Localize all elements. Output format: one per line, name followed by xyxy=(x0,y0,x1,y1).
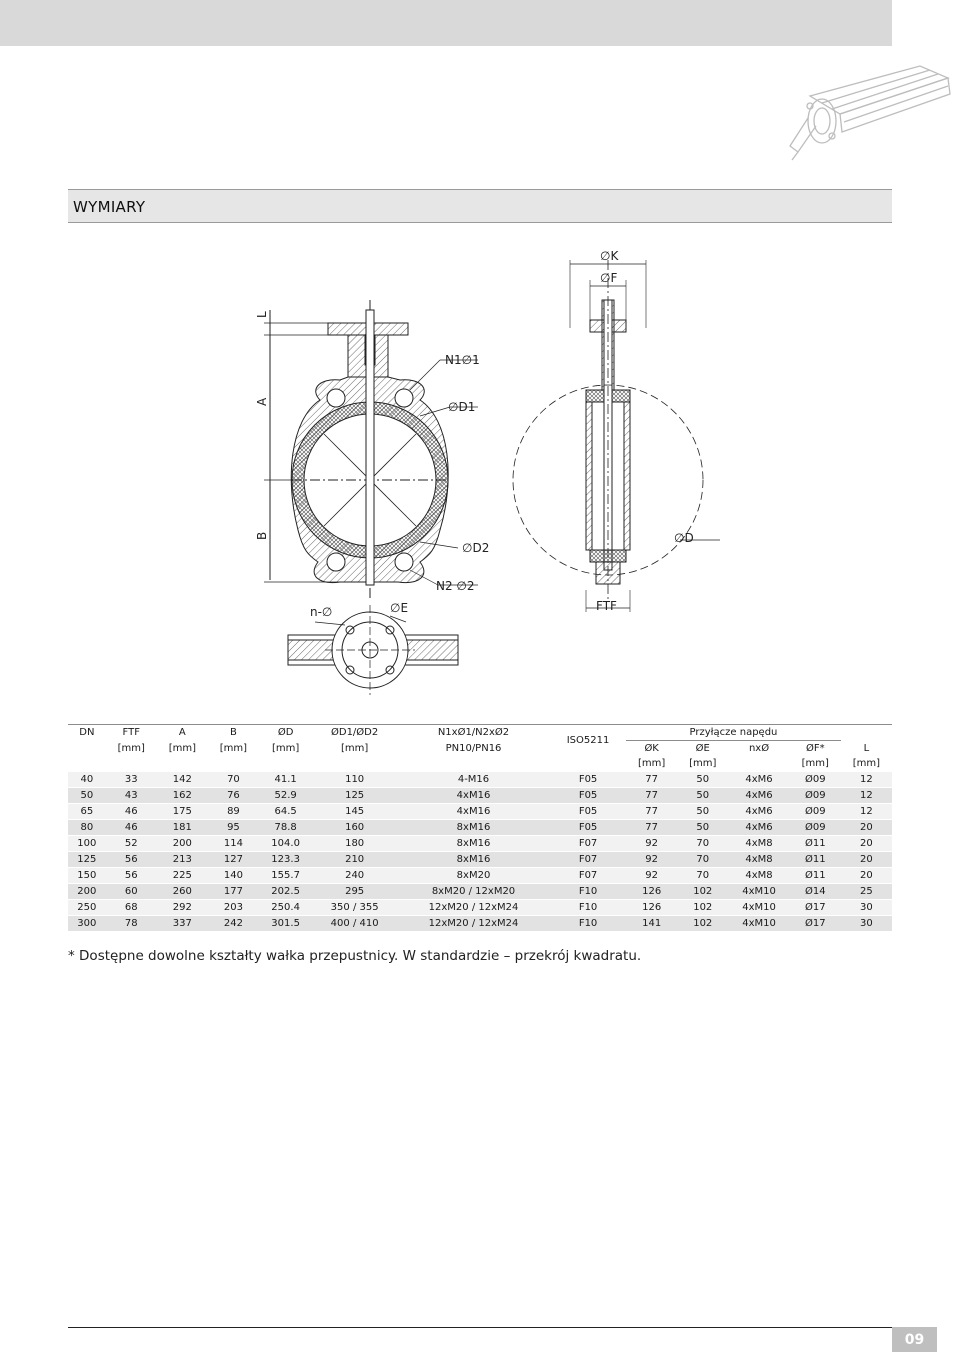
table-cell: 4xM6 xyxy=(728,772,789,788)
table-cell: 50 xyxy=(677,788,728,804)
table-row xyxy=(68,916,892,932)
table-cell: 4xM6 xyxy=(728,788,789,804)
table-cell: 110 xyxy=(312,772,397,788)
table-cell: F10 xyxy=(550,916,626,932)
table-cell: 125 xyxy=(312,788,397,804)
table-cell: 46 xyxy=(106,820,157,836)
table-cell: 64.5 xyxy=(259,804,312,820)
section-header xyxy=(68,189,892,223)
table-cell: F07 xyxy=(550,852,626,868)
table-cell: 4xM6 xyxy=(728,820,789,836)
table-cell: Ø11 xyxy=(790,852,841,868)
table-cell: 52.9 xyxy=(259,788,312,804)
th-ftf: FTF xyxy=(106,725,157,741)
table-cell: 350 / 355 xyxy=(312,900,397,916)
table-cell: 300 xyxy=(68,916,106,932)
label-n2: N2 ∅2 xyxy=(436,579,475,593)
table-row xyxy=(68,772,892,788)
table-cell: Ø11 xyxy=(790,836,841,852)
table-cell: 70 xyxy=(208,772,259,788)
table-cell: 177 xyxy=(208,884,259,900)
table-cell: 4xM10 xyxy=(728,916,789,932)
table-cell: 92 xyxy=(626,852,677,868)
table-cell: 114 xyxy=(208,836,259,852)
table-cell: 181 xyxy=(157,820,208,836)
table-cell: 50 xyxy=(677,772,728,788)
table-cell: 8xM16 xyxy=(397,852,550,868)
label-n1: N1∅1 xyxy=(445,353,480,367)
table-cell: 46 xyxy=(106,804,157,820)
table-cell: 240 xyxy=(312,868,397,884)
actuator-illustration xyxy=(770,56,955,166)
table-cell: 25 xyxy=(841,884,892,900)
table-cell: Ø14 xyxy=(790,884,841,900)
label-a: A xyxy=(255,397,269,406)
table-cell: 78.8 xyxy=(259,820,312,836)
table-row xyxy=(68,788,892,804)
valve-technical-drawing xyxy=(240,240,740,695)
table-cell: 4xM10 xyxy=(728,884,789,900)
table-cell: 4xM8 xyxy=(728,868,789,884)
table-cell: 77 xyxy=(626,772,677,788)
table-cell: 89 xyxy=(208,804,259,820)
table-cell: 12 xyxy=(841,772,892,788)
table-cell: 65 xyxy=(68,804,106,820)
table-cell: 12xM20 / 12xM24 xyxy=(397,900,550,916)
table-cell: 20 xyxy=(841,868,892,884)
section-title: WYMIARY xyxy=(73,198,146,216)
table-cell: 80 xyxy=(68,820,106,836)
table-cell: 242 xyxy=(208,916,259,932)
table-cell: 50 xyxy=(68,788,106,804)
table-cell: 150 xyxy=(68,868,106,884)
table-cell: 213 xyxy=(157,852,208,868)
table-cell: 92 xyxy=(626,868,677,884)
table-cell: 40 xyxy=(68,772,106,788)
table-cell: F05 xyxy=(550,820,626,836)
table-cell: 260 xyxy=(157,884,208,900)
table-cell: 30 xyxy=(841,900,892,916)
table-cell: 125 xyxy=(68,852,106,868)
table-cell: 200 xyxy=(157,836,208,852)
table-cell: 200 xyxy=(68,884,106,900)
table-cell: 210 xyxy=(312,852,397,868)
table-cell: 50 xyxy=(677,820,728,836)
th-a: A xyxy=(157,725,208,741)
table-cell: 100 xyxy=(68,836,106,852)
table-cell: 175 xyxy=(157,804,208,820)
table-cell: F05 xyxy=(550,788,626,804)
label-phi-k: ∅K xyxy=(600,249,619,263)
th-d1d2-unit: [mm] xyxy=(340,742,369,754)
table-cell: 123.3 xyxy=(259,852,312,868)
th-n1n2-unit: PN10/PN16 xyxy=(445,742,502,754)
th-d-unit: [mm] xyxy=(271,742,300,754)
th-dn-unit xyxy=(68,741,106,757)
table-cell: 92 xyxy=(626,836,677,852)
th-b: B xyxy=(208,725,259,741)
label-phi-d2: ∅D2 xyxy=(462,541,490,555)
table-cell: 70 xyxy=(677,852,728,868)
label-l: L xyxy=(255,311,269,318)
table-row xyxy=(68,820,892,836)
table-cell: Ø09 xyxy=(790,788,841,804)
table-cell: F07 xyxy=(550,836,626,852)
table-cell: 8xM20 xyxy=(397,868,550,884)
table-row xyxy=(68,900,892,916)
table-cell: F10 xyxy=(550,900,626,916)
table-cell: F07 xyxy=(550,868,626,884)
table-cell: 126 xyxy=(626,884,677,900)
table-cell: 203 xyxy=(208,900,259,916)
table-body xyxy=(68,772,892,932)
th-b-unit: [mm] xyxy=(219,742,248,754)
table-cell: 4xM8 xyxy=(728,836,789,852)
th-nxo-unit xyxy=(728,756,789,772)
table-row xyxy=(68,868,892,884)
label-phi-d: ∅D xyxy=(674,531,694,545)
th-dn: DN xyxy=(68,725,106,741)
label-phi-f: ∅F xyxy=(600,271,618,285)
table-cell: 52 xyxy=(106,836,157,852)
table-cell: 12xM20 / 12xM24 xyxy=(397,916,550,932)
th-k: ØK xyxy=(626,741,677,757)
table-cell: 78 xyxy=(106,916,157,932)
th-k-unit: [mm] xyxy=(638,758,666,769)
table-row xyxy=(68,884,892,900)
table-cell: 140 xyxy=(208,868,259,884)
th-e: ØE xyxy=(677,741,728,757)
th-actuator-connection: Przyłącze napędu xyxy=(626,725,841,741)
table-cell: 127 xyxy=(208,852,259,868)
table-cell: 145 xyxy=(312,804,397,820)
table-cell: 50 xyxy=(677,804,728,820)
label-b: B xyxy=(255,531,269,540)
table-cell: 104.0 xyxy=(259,836,312,852)
table-cell: Ø17 xyxy=(790,900,841,916)
table-cell: Ø09 xyxy=(790,772,841,788)
table-cell: 126 xyxy=(626,900,677,916)
table-cell: 8xM16 xyxy=(397,820,550,836)
footer-rule xyxy=(68,1327,892,1328)
th-nxo: nxØ xyxy=(728,741,789,757)
table-cell: 142 xyxy=(157,772,208,788)
table-cell: 225 xyxy=(157,868,208,884)
table-cell: 337 xyxy=(157,916,208,932)
dimensions-table xyxy=(68,724,892,931)
table-cell: 4xM16 xyxy=(397,788,550,804)
table-cell: 77 xyxy=(626,804,677,820)
table-cell: 76 xyxy=(208,788,259,804)
table-cell: 56 xyxy=(106,852,157,868)
table-cell: 8xM20 / 12xM20 xyxy=(397,884,550,900)
table-cell: 250.4 xyxy=(259,900,312,916)
table-cell: 250 xyxy=(68,900,106,916)
table-cell: Ø11 xyxy=(790,868,841,884)
page-number: 09 xyxy=(904,1332,925,1348)
table-cell: 12 xyxy=(841,788,892,804)
table-cell: F05 xyxy=(550,772,626,788)
table-cell: 180 xyxy=(312,836,397,852)
th-iso5211: ISO5211 xyxy=(550,725,626,757)
table-cell: 4-M16 xyxy=(397,772,550,788)
header-band xyxy=(0,0,892,46)
table-row xyxy=(68,804,892,820)
table-cell: 102 xyxy=(677,916,728,932)
label-phi-e: ∅E xyxy=(390,601,409,615)
table-cell: Ø09 xyxy=(790,820,841,836)
table-cell: 30 xyxy=(841,916,892,932)
th-e-unit: [mm] xyxy=(689,758,717,769)
table-cell: 4xM8 xyxy=(728,852,789,868)
table-cell: 77 xyxy=(626,820,677,836)
th-d1d2: ØD1/ØD2 xyxy=(312,725,397,741)
th-d: ØD xyxy=(259,725,312,741)
label-n-phi: n-∅ xyxy=(310,605,333,619)
table-cell: 292 xyxy=(157,900,208,916)
table-cell: 12 xyxy=(841,804,892,820)
table-cell: 60 xyxy=(106,884,157,900)
table-cell: 33 xyxy=(106,772,157,788)
label-phi-d1: ∅D1 xyxy=(448,400,476,414)
th-n1n2: N1xØ1/N2xØ2 xyxy=(397,725,550,741)
table-cell: 95 xyxy=(208,820,259,836)
table-cell: 68 xyxy=(106,900,157,916)
table-row xyxy=(68,836,892,852)
table-cell: 102 xyxy=(677,900,728,916)
table-cell: 202.5 xyxy=(259,884,312,900)
table-cell: 77 xyxy=(626,788,677,804)
table-cell: 102 xyxy=(677,884,728,900)
th-ftf-unit: [mm] xyxy=(117,742,145,754)
table-cell: 70 xyxy=(677,836,728,852)
table-cell: 160 xyxy=(312,820,397,836)
table-cell: 56 xyxy=(106,868,157,884)
table-cell: 4xM10 xyxy=(728,900,789,916)
table-cell: 20 xyxy=(841,820,892,836)
table-cell: Ø09 xyxy=(790,804,841,820)
table-cell: 155.7 xyxy=(259,868,312,884)
table-cell: 141 xyxy=(626,916,677,932)
table-cell: 400 / 410 xyxy=(312,916,397,932)
label-ftf: FTF xyxy=(596,599,617,613)
th-f-unit: [mm] xyxy=(801,758,829,769)
table-cell: 70 xyxy=(677,868,728,884)
table-cell: Ø17 xyxy=(790,916,841,932)
table-cell: 8xM16 xyxy=(397,836,550,852)
table-cell: 41.1 xyxy=(259,772,312,788)
table-cell: 4xM6 xyxy=(728,804,789,820)
page-number-box xyxy=(892,1327,937,1352)
table-cell: 162 xyxy=(157,788,208,804)
th-a-unit: [mm] xyxy=(168,742,196,754)
th-l-spacer xyxy=(841,725,892,741)
table-cell: F05 xyxy=(550,804,626,820)
th-l: L xyxy=(863,742,870,754)
table-row xyxy=(68,852,892,868)
footnote: * Dostępne dowolne kształty wałka przepustnicy. W standardzie – przekrój kwadratu. xyxy=(68,948,642,964)
th-f: ØF* xyxy=(790,741,841,757)
table-cell: 20 xyxy=(841,852,892,868)
table-cell: 301.5 xyxy=(259,916,312,932)
table-cell: 4xM16 xyxy=(397,804,550,820)
table-cell: 43 xyxy=(106,788,157,804)
table-cell: 295 xyxy=(312,884,397,900)
table-cell: 20 xyxy=(841,836,892,852)
th-l-unit: [mm] xyxy=(852,758,881,769)
table-cell: F10 xyxy=(550,884,626,900)
